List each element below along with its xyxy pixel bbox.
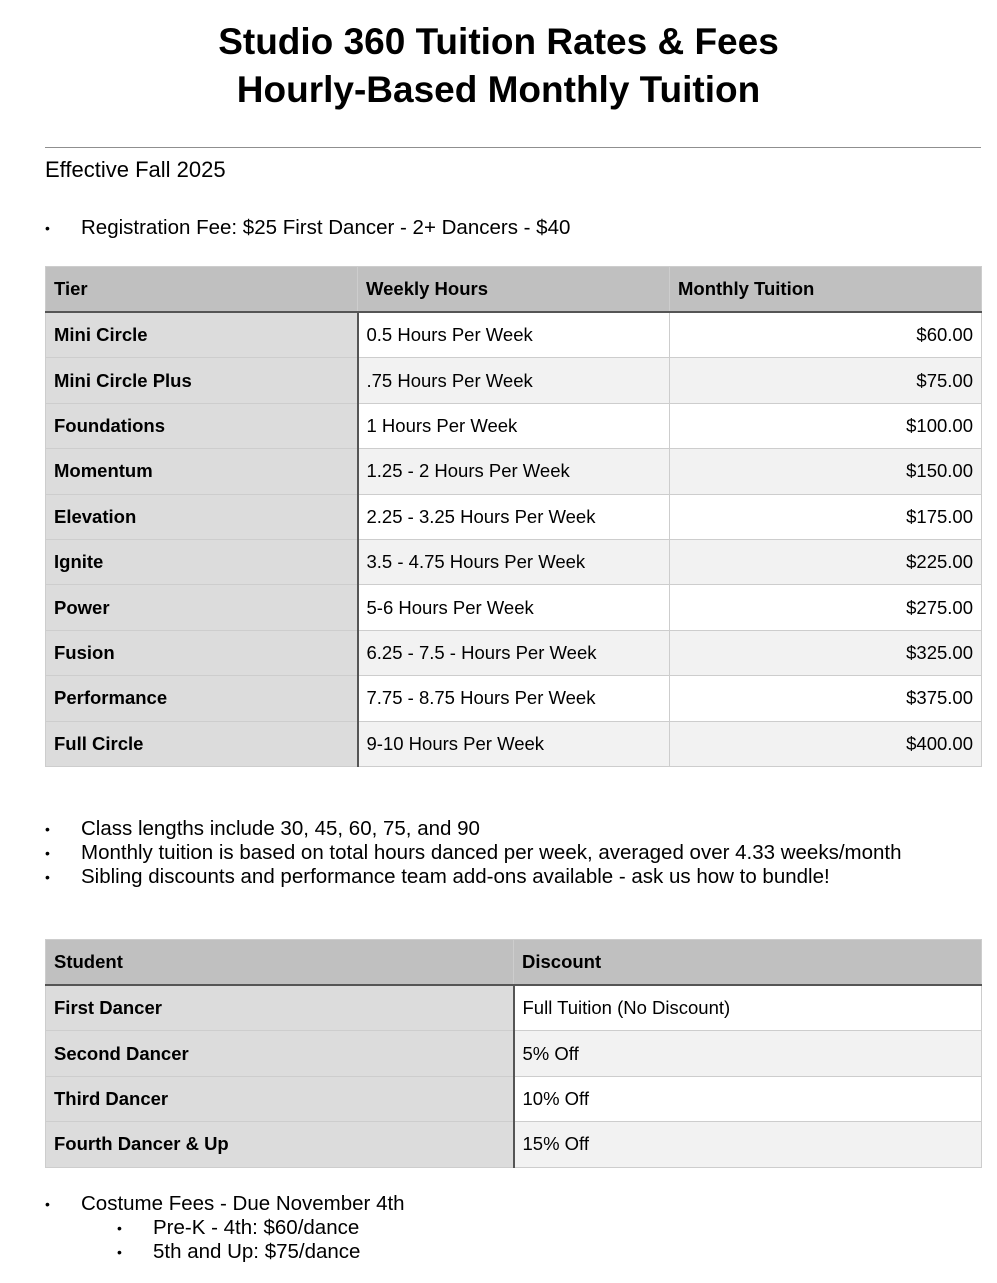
monthly-tuition: $325.00 (670, 630, 982, 675)
monthly-tuition: $150.00 (670, 449, 982, 494)
page-subtitle: Hourly-Based Monthly Tuition (236, 69, 761, 110)
costume-item: • 5th and Up: $75/dance (45, 1240, 405, 1264)
student-label: First Dancer (46, 985, 514, 1031)
registration-list (45, 216, 570, 240)
table-row (46, 585, 982, 630)
header-tier: Tier (46, 267, 358, 313)
monthly-tuition: $375.00 (670, 676, 982, 721)
registration-fee: • Registration Fee: $25 First Dancer - 2+ Dancers - $40 (45, 216, 570, 240)
table-row (46, 358, 982, 403)
weekly-hours: 2.25 - 3.25 Hours Per Week (358, 494, 670, 539)
tier-name: Mini Circle Plus (46, 358, 358, 403)
tuition-body (46, 312, 982, 766)
tier-name: Ignite (46, 539, 358, 584)
costume-item: • Pre-K - 4th: $60/dance (45, 1216, 405, 1240)
header-monthly-tuition: Monthly Tuition (670, 267, 982, 313)
student-label: Third Dancer (46, 1076, 514, 1121)
weekly-hours: 0.5 Hours Per Week (358, 312, 670, 358)
table-row (46, 1031, 982, 1076)
table-row (46, 494, 982, 539)
discount-value: Full Tuition (No Discount) (514, 985, 982, 1031)
tier-name: Full Circle (46, 721, 358, 766)
monthly-tuition: $75.00 (670, 358, 982, 403)
tier-name: Momentum (46, 449, 358, 494)
weekly-hours: 9-10 Hours Per Week (358, 721, 670, 766)
header-discount: Discount (514, 940, 982, 986)
table-row (46, 1122, 982, 1167)
table-row (46, 449, 982, 494)
discount-table (45, 939, 982, 1168)
effective-date: Effective Fall 2025 (45, 157, 226, 182)
tier-name: Fusion (46, 630, 358, 675)
weekly-hours: 3.5 - 4.75 Hours Per Week (358, 539, 670, 584)
tier-name: Power (46, 585, 358, 630)
table-row (46, 676, 982, 721)
note-item: • Monthly tuition is based on total hours danced per week, averaged over 4.33 weeks/month (45, 841, 902, 865)
weekly-hours: 7.75 - 8.75 Hours Per Week (358, 676, 670, 721)
monthly-tuition: $60.00 (670, 312, 982, 358)
monthly-tuition: $225.00 (670, 539, 982, 584)
table-row (46, 403, 982, 448)
table-row (46, 312, 982, 358)
tuition-table (45, 266, 982, 767)
weekly-hours: 1.25 - 2 Hours Per Week (358, 449, 670, 494)
divider (45, 147, 981, 148)
tier-name: Mini Circle (46, 312, 358, 358)
weekly-hours: 6.25 - 7.5 - Hours Per Week (358, 630, 670, 675)
table-row (46, 1076, 982, 1121)
tuition-header-row (46, 267, 982, 313)
page-title: Studio 360 Tuition Rates & Fees (218, 21, 779, 62)
discount-body (46, 985, 982, 1167)
costume-fees: • Costume Fees - Due November 4th (45, 1192, 405, 1216)
note-item: • Sibling discounts and performance team add-ons available - ask us how to bundle! (45, 865, 902, 889)
monthly-tuition: $100.00 (670, 403, 982, 448)
costume-items (45, 1216, 405, 1264)
header-weekly-hours: Weekly Hours (358, 267, 670, 313)
discount-value: 5% Off (514, 1031, 982, 1076)
table-row (46, 721, 982, 766)
notes-list (45, 817, 902, 889)
tier-name: Foundations (46, 403, 358, 448)
costume-list (45, 1192, 405, 1264)
discount-value: 10% Off (514, 1076, 982, 1121)
note-item: • Class lengths include 30, 45, 60, 75, and 90 (45, 817, 902, 841)
tier-name: Performance (46, 676, 358, 721)
discount-value: 15% Off (514, 1122, 982, 1167)
monthly-tuition: $175.00 (670, 494, 982, 539)
table-row (46, 985, 982, 1031)
student-label: Fourth Dancer & Up (46, 1122, 514, 1167)
weekly-hours: .75 Hours Per Week (358, 358, 670, 403)
header-student: Student (46, 940, 514, 986)
monthly-tuition: $275.00 (670, 585, 982, 630)
tier-name: Elevation (46, 494, 358, 539)
monthly-tuition: $400.00 (670, 721, 982, 766)
weekly-hours: 5-6 Hours Per Week (358, 585, 670, 630)
weekly-hours: 1 Hours Per Week (358, 403, 670, 448)
table-row (46, 539, 982, 584)
table-row (46, 630, 982, 675)
student-label: Second Dancer (46, 1031, 514, 1076)
discount-header-row (46, 940, 982, 986)
